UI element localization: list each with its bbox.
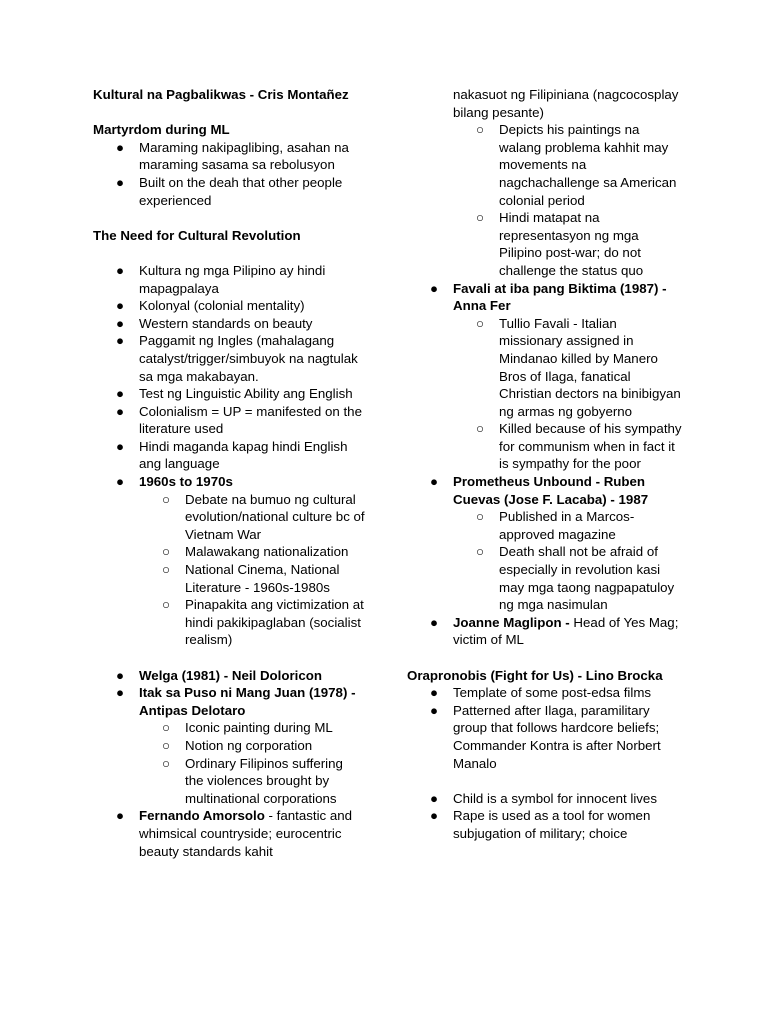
sub-list-item xyxy=(407,209,683,279)
bullet-icon: ● xyxy=(430,614,439,630)
list-item-text: Notion ng corporation xyxy=(185,737,313,753)
bullet-icon: ● xyxy=(430,808,439,824)
list-item xyxy=(93,262,365,297)
list-item-text: Death shall not be afraid of especially in revolution kasi may mga taong nagpapatuloy ng mga nasimulan xyxy=(499,544,675,613)
bullet-icon: ● xyxy=(116,808,125,824)
list-item xyxy=(407,473,683,508)
list-item xyxy=(93,807,365,860)
amorsolo-continued-list xyxy=(407,86,683,649)
list-item xyxy=(93,385,365,403)
list-item-text: Western standards on beauty xyxy=(139,315,313,331)
list-item-text: Pinapakita ang victimization at hindi pakikipaglaban (socialist realism) xyxy=(185,597,364,648)
sub-bullet-icon: ○ xyxy=(162,491,171,507)
list-item-text: Favali at iba pang Biktima (1987) - Anna Fer xyxy=(453,280,667,314)
list-item-text: Built on the deah that other people experienced xyxy=(139,174,343,208)
spacer xyxy=(93,649,365,667)
list-item xyxy=(407,280,683,315)
spacer xyxy=(93,104,365,122)
list-item-text: Kolonyal (colonial mentality) xyxy=(139,298,305,314)
martyrdom-heading: Martyrdom during ML xyxy=(93,122,230,138)
list-item xyxy=(93,139,365,174)
sub-bullet-icon: ○ xyxy=(162,720,171,736)
bullet-icon: ● xyxy=(116,262,125,278)
list-item-text: nakasuot ng Filipiniana (nagcocosplay bilang pesante) xyxy=(453,87,679,120)
bullet-icon: ● xyxy=(116,139,125,155)
works-list xyxy=(93,667,365,861)
list-item-text: Paggamit ng Ingles (mahalagang catalyst/trigger/simbuyok na nagtulak sa mga makabayan. xyxy=(139,333,358,384)
list-item-text: Maraming nakipaglibing, asahan na maraming sasama sa rebolusyon xyxy=(139,139,349,173)
cultural-revolution-list xyxy=(93,262,365,649)
list-item-text: Patterned after Ilaga, paramilitary group that follows hardcore beliefs; Commander Kontra is after Norbert Manalo xyxy=(453,702,661,771)
list-item-text: Debate na bumuo ng cultural evolution/national culture bc of Vietnam War xyxy=(185,491,365,542)
list-item xyxy=(407,702,683,772)
sub-list-item xyxy=(407,121,683,209)
sub-bullet-icon: ○ xyxy=(476,509,485,525)
document-title: Kultural na Pagbalikwas - Cris Montañez xyxy=(93,87,349,102)
bullet-icon: ● xyxy=(116,174,125,190)
sub-bullet-icon: ○ xyxy=(476,315,485,331)
bullet-icon: ● xyxy=(430,474,439,490)
bullet-icon: ● xyxy=(116,685,125,701)
list-item xyxy=(93,438,365,473)
sub-bullet-icon: ○ xyxy=(162,755,171,771)
list-item-text: Published in a Marcos-approved magazine xyxy=(499,509,635,542)
list-item xyxy=(93,332,365,385)
list-item xyxy=(93,315,365,333)
list-item xyxy=(407,790,683,808)
bullet-icon: ● xyxy=(116,403,125,419)
list-item-text: Iconic painting during ML xyxy=(185,720,333,736)
sub-list-item xyxy=(407,508,683,543)
sub-list-item xyxy=(93,491,365,544)
left-column xyxy=(93,86,365,860)
spacer xyxy=(407,772,683,790)
list-item xyxy=(93,667,365,685)
sub-list-item xyxy=(407,543,683,613)
list-item-text: Welga (1981) - Neil Doloricon xyxy=(139,667,322,683)
bullet-icon: ● xyxy=(116,474,125,490)
list-item-text: Rape is used as a tool for women subjugation of military; choice xyxy=(453,808,651,841)
list-item-text: Depicts his paintings na walang problema kahhit may movements na nagchachallenge sa American colonial period xyxy=(499,122,677,208)
spacer xyxy=(93,209,365,227)
list-item-label: Joanne Maglipon - xyxy=(453,614,574,630)
bullet-icon: ● xyxy=(430,685,439,701)
bullet-icon: ● xyxy=(430,702,439,718)
orapronobis-list-2 xyxy=(407,790,683,843)
sub-bullet-icon: ○ xyxy=(162,562,171,578)
sub-list-item xyxy=(407,315,683,421)
list-item-text: Colonialism = UP = manifested on the literature used xyxy=(139,403,362,437)
list-item-text: Hindi matapat na representasyon ng mga Pilipino post-war; do not challenge the status quo xyxy=(499,210,644,278)
bullet-icon: ● xyxy=(116,298,125,314)
sub-bullet-icon: ○ xyxy=(476,210,485,226)
sub-bullet-icon: ○ xyxy=(162,737,171,753)
list-item-text: - fantastic and whimsical countryside; eurocentric beauty standards kahit xyxy=(139,808,353,859)
sub-list-item xyxy=(93,737,365,755)
orapronobis-list xyxy=(407,684,683,772)
spacer xyxy=(407,649,683,667)
list-item-text: National Cinema, National Literature - 1960s-1980s xyxy=(185,562,340,595)
list-item xyxy=(93,174,365,209)
list-item xyxy=(407,684,683,702)
bullet-icon: ● xyxy=(116,333,125,349)
sub-bullet-icon: ○ xyxy=(476,421,485,437)
list-item-text: Tullio Favali - Italian missionary assigned in Mindanao killed by Manero Bros of Ilaga, fanatical Christian dectors na binibigyan ng armas ng gobyerno xyxy=(499,315,681,419)
sub-list-item xyxy=(93,596,365,649)
sub-list-item xyxy=(93,755,365,808)
sub-list-item xyxy=(93,719,365,737)
list-item-text: Child is a symbol for innocent lives xyxy=(453,790,657,806)
list-item-label: Fernando Amorsolo xyxy=(139,808,265,824)
list-item xyxy=(407,807,683,842)
bullet-icon: ● xyxy=(116,315,125,331)
list-item-text: Test ng Linguistic Ability ang English xyxy=(139,386,353,402)
martyrdom-list xyxy=(93,139,365,209)
spacer xyxy=(93,244,365,262)
bullet-icon: ● xyxy=(430,790,439,806)
sub-list-item xyxy=(93,543,365,561)
list-item xyxy=(93,403,365,438)
list-item-text: Ordinary Filipinos suffering the violences brought by multinational corporations xyxy=(185,755,343,806)
sub-bullet-icon: ○ xyxy=(476,544,485,560)
bullet-icon: ● xyxy=(116,386,125,402)
list-item-text: Prometheus Unbound - Ruben Cuevas (Jose F. Lacaba) - 1987 xyxy=(453,474,649,507)
orapronobis-heading: Orapronobis (Fight for Us) - Lino Brocka xyxy=(407,667,663,683)
right-column xyxy=(407,86,683,843)
sub-bullet-icon: ○ xyxy=(162,544,171,560)
sub-list-item xyxy=(93,561,365,596)
list-item-text: Head of Yes Mag; victim of ML xyxy=(453,614,679,648)
list-item-text: Malawakang nationalization xyxy=(185,544,349,560)
bullet-icon: ● xyxy=(116,438,125,454)
list-item-text: Hindi maganda kapag hindi English ang language xyxy=(139,438,348,472)
list-item xyxy=(93,473,365,491)
cultural-revolution-heading: The Need for Cultural Revolution xyxy=(93,227,301,243)
list-item-text: Template of some post-edsa films xyxy=(453,685,652,701)
list-item xyxy=(407,614,683,649)
sub-list-item xyxy=(407,420,683,473)
bullet-icon: ● xyxy=(116,667,125,683)
list-item xyxy=(93,684,365,719)
sub-bullet-icon: ○ xyxy=(476,122,485,138)
bullet-icon: ● xyxy=(430,280,439,296)
list-item xyxy=(93,297,365,315)
list-item-text: Itak sa Puso ni Mang Juan (1978) - Antipas Delotaro xyxy=(139,685,356,718)
list-item-continued xyxy=(407,86,683,121)
list-item-text: Killed because of his sympathy for communism when in fact it is sympathy for the poor xyxy=(499,421,682,472)
sub-bullet-icon: ○ xyxy=(162,597,171,613)
list-item-text: 1960s to 1970s xyxy=(139,474,233,490)
list-item-text: Kultura ng mga Pilipino ay hindi mapagpalaya xyxy=(139,262,326,296)
